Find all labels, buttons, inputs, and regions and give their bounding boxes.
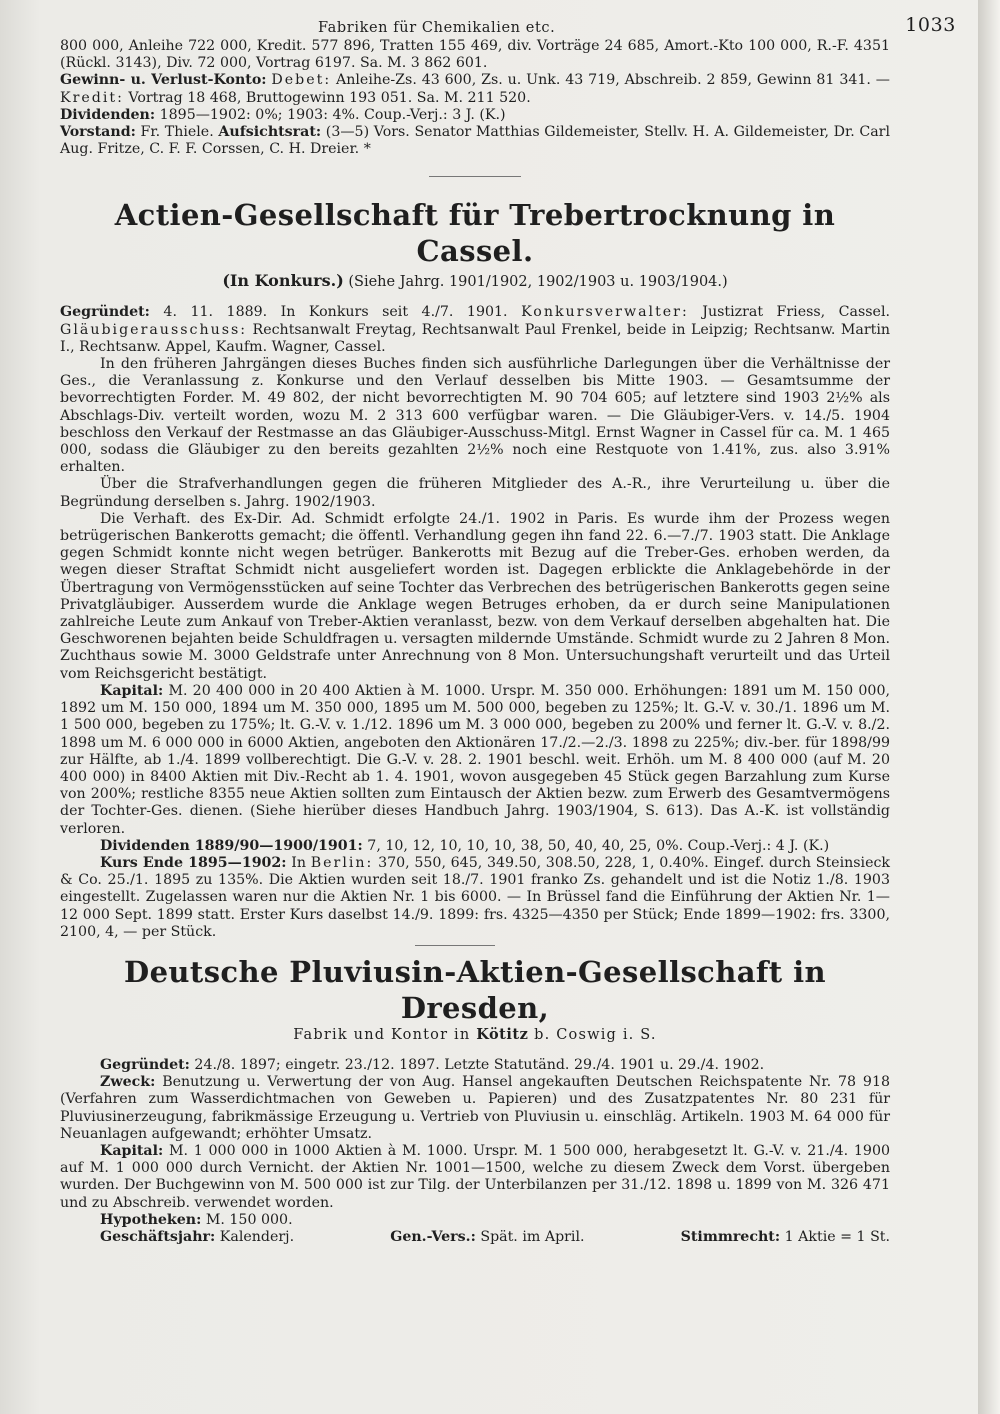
gv-debet-label: Debet:: [271, 72, 332, 89]
dividends-history-label: Dividenden 1889/90—1900/1901:: [100, 837, 363, 854]
administrator-text: Justizrat Friess, Cassel.: [702, 304, 890, 321]
founded-text: 24./8. 1897; eingetr. 23./12. 1897. Letzte Statutänd. 29./4. 1901 u. 29./4. 1902.: [194, 1056, 765, 1073]
proceedings-paragraph: Über die Strafverhandlungen gegen die früheren Mitglieder des A.-R., ihre Verurteilung u. über die Begründung derselben s. Jahrg. 1902/1903.: [60, 476, 890, 510]
company-subtitle: [60, 1026, 890, 1043]
share-price-label: Kurs Ende 1895—1902:: [100, 854, 287, 871]
purpose-paragraph: [60, 1074, 890, 1143]
fiscal-info-line: [60, 1229, 890, 1246]
share-price-text: 370, 550, 645, 349.50, 308.50, 228, 1, 0.40%. Eingef. durch Steinsieck & Co. 25./1. 1895 zu 135%. Die Aktien wurden seit 18./7. 1901 franko Zs. gehandelt und ist die Notiz 1./8. 1903 eingestellt. Zugelassen waren nur die Aktien Nr. 1 bis 6000. — In Brüssel fand die Einführung der Aktien Nr. 1—12 000 Sept. 1899 statt. Erster Kurs daselbst 14./9. 1899: frs. 4325—4350 per Stück; Ende 1899—1902: frs. 3300, 2100, 4, — per Stück.: [60, 854, 891, 940]
founded-label: Gegründet:: [60, 304, 150, 321]
dividends-history-text: 7, 10, 12, 10, 10, 10, 38, 50, 40, 40, 25, 0%. Coup.-Verj.: 4 J. (K.): [367, 837, 830, 854]
location-suffix: b. Coswig i. S.: [534, 1026, 657, 1043]
location-prefix: Fabrik und Kontor in: [293, 1026, 471, 1043]
page-number: 1033: [905, 14, 956, 36]
company-title: Deutsche Pluviusin-Aktien-Gesellschaft in Dresden,: [124, 954, 826, 1025]
entry-pluviusin: [60, 954, 890, 1246]
founded-label: Gegründet:: [100, 1056, 190, 1073]
voting-right-label: Stimmrecht:: [680, 1228, 781, 1245]
creditors-committee-text: Rechtsanwalt Freytag, Rechtsanwalt Paul Frenkel, beide in Leipzig; Rechtsanw. Martin I., Rechtsanw. Appel, Kaufm. Wagner, Cassel.: [60, 321, 890, 355]
entry-trebertrocknung: [60, 197, 890, 941]
aufsichtsrat-label: Aufsichtsrat:: [218, 124, 322, 141]
gv-konto: [60, 72, 890, 106]
gv-konto-label: Gewinn- u. Verlust-Konto:: [60, 72, 267, 89]
capital-text: M. 1 000 000 in 1000 Aktien à M. 1000. Urspr. M. 1 500 000, herabgesetzt lt. G.-V. v. 21./4. 1900 auf M. 1 000 000 durch Vernicht. der Aktien Nr. 1001—1500, welche zu diesem Zweck dem Vorst. übergeben wurden. Der Buchgewinn von M. 500 000 ist zur Tilg. der Unterbilanzen per 31./12. 1898 u. 1899 von M. 326 471 und zu Abschreib. verwendet worden.: [60, 1142, 890, 1211]
founding-paragraph: [60, 1057, 890, 1074]
voting-right-text: 1 Aktie = 1 St.: [784, 1228, 890, 1245]
general-meeting: [390, 1229, 584, 1246]
fiscal-year-label: Geschäftsjahr:: [100, 1228, 216, 1245]
history-paragraph: In den früheren Jahrgängen dieses Buches finden sich ausführliche Darlegungen über die Verhältnisse der Ges., die Veranlassung z. Konkurse und den Verlauf desselben bis Mitte 1903. — Gesamtsumme der bevorrechtigten Forder. M. 49 802, der nicht bevorrechtigten M. 90 704 605; auf letztere sind 1903 2½% als Abschlags-Div. verteilt worden, wozu M. 2 313 600 verfügbar waren. — Die Gläubiger-Vers. v. 14./5. 1904 beschloss den Verkauf der Restmasse an das Gläubiger-Ausschuss-Mitgl. Ernst Wagner in Cassel für ca. M. 1 465 000, sodass die Gläubiger zu den bereits gezahlten 2½% noch eine Restquote von 1.41%, zus. also 3.91% erhalten.: [60, 356, 890, 476]
section-divider: [429, 176, 521, 177]
gv-debet-text: Anleihe-Zs. 43 600, Zs. u. Unk. 43 719, Abschreib. 2 859, Gewinn 81 341. —: [336, 72, 890, 89]
mortgages-label: Hypotheken:: [100, 1211, 202, 1228]
administrator-label: Konkursverwalter:: [521, 304, 689, 321]
running-header: [60, 14, 956, 38]
capital-label: Kapital:: [100, 1142, 164, 1159]
purpose-text: Benutzung u. Verwertung der von Aug. Hansel angekauften Deutschen Reichspatente Nr. 78 918 (Verfahren zum Wasserdichtmachen von Geweben u. Papieren) und des Zusatzpatentes Nr. 80 231 für Pluviusinerzeugung, fabrikmässige Erzeugung u. Vertrieb von Pluviusin u. einschläg. Artikeln. 1903 M. 64 000 für Neuanlagen aufgewandt; erhöhter Umsatz.: [60, 1074, 890, 1142]
share-price-berlin: Berlin:: [310, 854, 374, 871]
aufsichtsrat-text: (3—5) Vors. Senator Matthias Gildemeister, Stellv. H. A. Gildemeister, Dr. Carl Aug. Fritze, C. F. F. Corssen, C. H. Dreier. *: [60, 124, 891, 158]
company-subtitle: [60, 271, 890, 292]
konkurs-note: (Siehe Jahrg. 1901/1902, 1902/1903 u. 1903/1904.): [348, 274, 728, 291]
company-title: Actien-Gesellschaft für Trebertrocknung in Cassel.: [114, 198, 836, 269]
location-place: Kötitz: [476, 1025, 529, 1043]
share-price-paragraph: [60, 855, 890, 941]
gv-kredit-label: Kredit:: [60, 89, 124, 106]
capital-paragraph: [60, 1143, 890, 1212]
gv-kredit-text: Vortrag 18 468, Bruttogewinn 193 051. Sa. M. 211 520.: [128, 89, 531, 106]
running-title: Fabriken für Chemikalien etc.: [318, 20, 556, 36]
fiscal-year: [100, 1229, 294, 1246]
general-meeting-label: Gen.-Vers.:: [390, 1228, 476, 1245]
dividends-line: [60, 107, 890, 124]
dividends-label: Dividenden:: [60, 106, 156, 123]
previous-entry-tail: [60, 38, 890, 158]
schmidt-trial-paragraph: Die Verhaft. des Ex-Dir. Ad. Schmidt erfolgte 24./1. 1902 in Paris. Es wurde ihm der Prozess wegen betrügerischen Bankerotts gemacht; die öffentl. Verhandlung gegen ihn fand 22. 6.—7./7. 1903 statt. Die Anklage gegen Schmidt konnte nicht wegen betrüger. Bankerotts mit Bezug auf die Treber-Ges. erhoben werden, da wegen dieser Straftat Schmidt nicht ausgeliefert worden ist. Dagegen erblickte die Anklagebehörde in der Übertragung von Vermögensstücken auf seine Tochter das Verbrechen des betrügerischen Bankerotts gegen seine Privatgläubiger. Ausserdem wurde die Anklage wegen Betruges erhoben, da er durch seine Manipulationen zahlreiche Leute zum Ankauf von Treber-Aktien veranlasst, bezw. von dem Verkauf derselben abgehalten hat. Die Geschworenen bejahten beide Schuldfragen u. versagten mildernde Umstände. Schmidt wurde zu 2 Jahren 8 Mon. Zuchthaus sowie M. 3000 Geldstrafe unter Anrechnung von 8 Mon. Untersuchungshaft verurteilt und das Urteil vom Reichsgericht bestätigt.: [60, 510, 890, 682]
dividends-text: 1895—1902: 0%; 1903: 4%. Coup.-Verj.: 3 J. (K.): [159, 106, 506, 123]
fiscal-year-text: Kalenderj.: [219, 1228, 295, 1245]
voting-right: [681, 1229, 890, 1246]
balance-continuation: 800 000, Anleihe 722 000, Kredit. 577 896, Tratten 155 469, div. Vorträge 24 685, Amort.-Kto 100 000, R.-F. 4351 (Rückl. 3143), Div. 72 000, Vortrag 6197. Sa. M. 3 862 601.: [60, 38, 890, 72]
capital-paragraph: [60, 683, 890, 838]
purpose-label: Zweck:: [100, 1074, 156, 1091]
mortgages-text: M. 150 000.: [205, 1211, 293, 1228]
share-price-in: In: [291, 854, 307, 871]
capital-text: M. 20 400 000 in 20 400 Aktien à M. 1000. Urspr. M. 350 000. Erhöhungen: 1891 um M. 150 000, 1892 um M. 150 000, 1894 um M. 350 000, 1895 um M. 500 000, begeben zu 125%; lt. G.-V. v. 30./1. 1896 um M. 1 500 000, begeben zu 175%; lt. G.-V. v. 1./12. 1896 um M. 3 000 000, begeben zu 200% und ferner lt. G.-V. v. 8./2. 1898 um M. 6 000 000 in 6000 Aktien, angeboten den Aktionären 17./2.—2./3. 1898 zu 225%; div.-ber. für 1898/99 zur Hälfte, ab 1./4. 1899 vollberechtigt. Die G.-V. v. 28. 2. 1901 beschl. weit. Erhöh. um M. 8 400 000 (auf M. 20 400 000) in 8400 Aktien mit Div.-Recht ab 1. 4. 1901, wovon ausgegeben 45 Stück gegen Barzahlung zum Kurse von 200%; restliche 8355 neue Aktien sollten zum Eintausch der Aktien bezw. zum Erwerb des Gesamtvermögens der Tochter-Ges. dienen. (Siehe hierüber dieses Handbuch Jahrg. 1903/1904, S. 613). Das A.-K. ist vollständig verloren.: [60, 682, 891, 837]
konkurs-label: (In Konkurs.): [222, 271, 344, 291]
dividends-paragraph: [60, 838, 890, 855]
page-gutter: [978, 0, 1000, 1414]
board-line: [60, 124, 890, 158]
creditors-committee-label: Gläubigerausschuss:: [60, 321, 248, 338]
vorstand-text: Fr. Thiele.: [140, 124, 214, 141]
section-divider: [415, 945, 495, 946]
general-meeting-text: Spät. im April.: [480, 1228, 585, 1245]
mortgages-paragraph: [60, 1212, 890, 1229]
founding-paragraph: [60, 304, 890, 356]
capital-label: Kapital:: [100, 682, 164, 699]
vorstand-label: Vorstand:: [60, 124, 136, 141]
founded-text: 4. 11. 1889. In Konkurs seit 4./7. 1901.: [163, 304, 508, 321]
